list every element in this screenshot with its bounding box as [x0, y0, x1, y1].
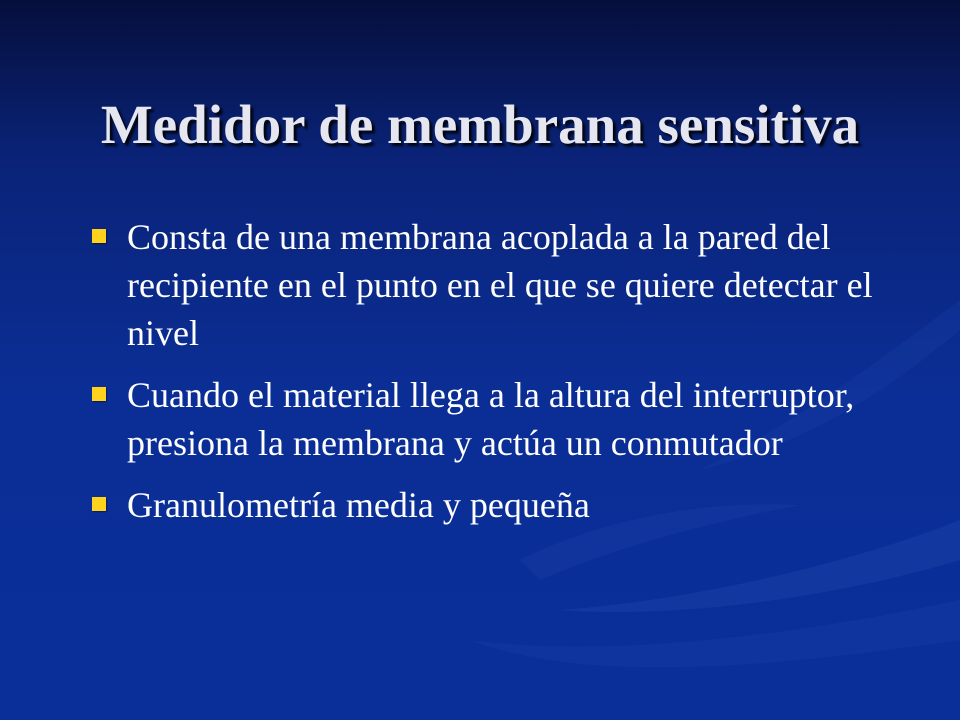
bullet-text: Consta de una membrana acoplada a la pared del recipiente en el punto en el que se quiere detectar el nivel — [127, 217, 873, 353]
square-bullet-icon — [92, 229, 106, 243]
bullet-item — [90, 213, 890, 357]
bullet-item — [90, 371, 890, 467]
bullet-list — [90, 213, 890, 543]
bullet-text: Granulometría media y pequeña — [127, 485, 590, 525]
square-bullet-icon — [92, 497, 106, 511]
bullet-text: Cuando el material llega a la altura del interruptor, presiona la membrana y actúa un conmutador — [127, 375, 855, 463]
square-bullet-icon — [92, 387, 106, 401]
slide-title: Medidor de membrana sensitiva — [100, 94, 860, 155]
bullet-item — [90, 481, 890, 529]
